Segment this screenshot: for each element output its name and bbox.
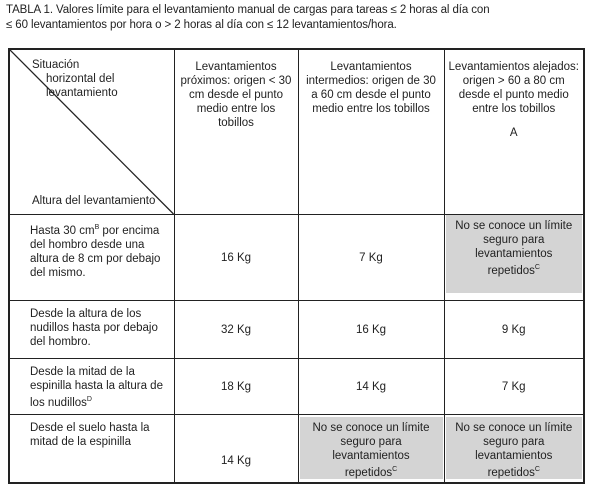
corner-top-label: Situación horizontal del levantamiento <box>32 59 118 99</box>
row-label: Desde la altura de los nudillos hasta por debajo del hombro. <box>9 301 174 359</box>
table-cell: 18 Kg <box>174 359 298 415</box>
header-intermediate: Levantamientos intermedios: origen de 30 a 60 cm desde el punto medio entre los tobillos <box>298 49 444 215</box>
table-cell: 32 Kg <box>174 301 298 359</box>
row-label: Hasta 30 $cm^B$ por encima del hombro desde una altura de 8 cm por debajo del mismo. <box>9 215 174 301</box>
table-row <box>9 301 584 359</box>
caption-line-2: ≤ 60 levantamientos por hora o > 2 horas al día con ≤ 12 levantamientos/hora. <box>6 19 397 31</box>
lifting-limits-table <box>8 48 585 484</box>
table-cell: No se conoce un límite seguro para levantamientos repetidos$^C$ <box>298 415 444 483</box>
table-cell: 7 Kg <box>298 215 444 301</box>
corner-bottom-label: Altura del levantamiento <box>32 195 156 207</box>
table-cell: 16 Kg <box>298 301 444 359</box>
table-caption <box>6 3 586 33</box>
header-far: Levantamientos alejados: origen > 60 a 80 cm desde el punto medio entre los tobillos A <box>444 49 584 215</box>
header-row <box>9 49 584 215</box>
table-cell: 14 Kg <box>298 359 444 415</box>
header-far-mark: A <box>509 127 518 139</box>
table-row <box>9 359 584 415</box>
table-cell: 16 Kg <box>174 215 298 301</box>
row-label: Desde la mitad de la espinilla hasta la altura de los nudillos$^D$ <box>9 359 174 415</box>
table-cell: No se conoce un límite seguro para levantamientos repetidos$^C$ <box>444 215 584 301</box>
table-row <box>9 215 584 301</box>
table-cell: 7 Kg <box>444 359 584 415</box>
header-near: Levantamientos próximos: origen < 30 cm desde el punto medio entre los tobillos <box>174 49 298 215</box>
table-cell: No se conoce un límite seguro para levantamientos repetidos$^C$ <box>444 415 584 483</box>
table-cell: 14 Kg <box>174 415 298 483</box>
table-cell: 9 Kg <box>444 301 584 359</box>
row-label: Desde el suelo hasta la mitad de la espinilla <box>9 415 174 483</box>
table-row <box>9 415 584 483</box>
corner-cell <box>9 49 174 215</box>
caption-line-1: TABLA 1. Valores límite para el levantamiento manual de cargas para tareas ≤ 2 horas al día con <box>6 4 490 16</box>
